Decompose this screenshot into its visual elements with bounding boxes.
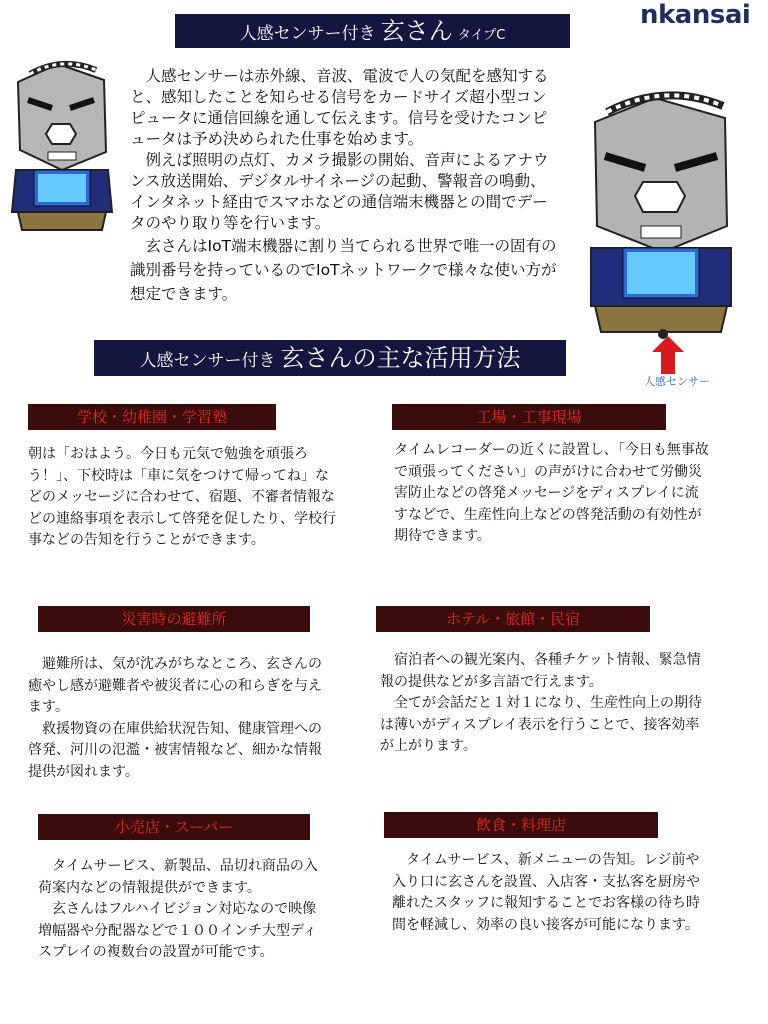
title-pre: 人感センサー付き bbox=[239, 24, 376, 44]
section-body-restaurant bbox=[392, 850, 712, 936]
section-body-retail bbox=[38, 856, 326, 964]
usage-heading-main: 玄さんの主な活用方法 bbox=[280, 344, 521, 372]
page-title bbox=[175, 14, 570, 48]
section-paragraph: 宿泊者への観光案内、各種チケット情報、緊急情報の提供などが多言語で行えます。 bbox=[380, 652, 701, 690]
sensor-caption: 人感センサー bbox=[644, 375, 710, 388]
section-body-school bbox=[28, 444, 342, 552]
section-body-factory bbox=[394, 440, 710, 548]
section-paragraph: タイムサービス、新メニューの告知。レジ前や入り口に玄さんを設置、入店客・支払客を厨房や離れたスタッフに報知することでお客様の待ち時間を軽減し、効率の良い接客が可能になります。 bbox=[392, 852, 700, 933]
section-paragraph: 避難所は、気が沈みがちなところ、玄さんの癒やし感が避難者や被災者に心の和らぎを与えます。 bbox=[28, 656, 322, 715]
section-title-shelter: 災害時の避難所 bbox=[38, 606, 310, 632]
title-suffix: タイプC bbox=[457, 28, 506, 43]
usage-heading-pre: 人感センサー付き bbox=[139, 351, 276, 371]
section-paragraph: 朝は「おはよう。今日も元気で勉強を頑張ろう！」、下校時は「車に気をつけて帰ってね」などのメッセージに合わせて、宿題、不審者情報などの連絡事項を表示して啓発を促したり、学校行事などの告知を行うことができます。 bbox=[28, 446, 336, 548]
intro-text bbox=[130, 66, 560, 306]
section-body-hotel bbox=[380, 650, 710, 758]
section-paragraph: タイムレコーダーの近くに設置し、「今日も無事故で頑張ってください」の声がけに合わせて労働災害防止などの啓発メッセージをディスプレイに流すなどで、生産性向上などの啓発活動の有効性が期待できます。 bbox=[394, 442, 709, 544]
section-title-school: 学校・幼稚園・学習塾 bbox=[28, 404, 276, 430]
intro-paragraph-3: 玄さんはIoT端末機器に割り当てられる世界で唯一の固有の識別番号を持っているのでIoTネットワークで様々な使い方が想定できます。 bbox=[130, 237, 557, 303]
brand-logo: nkansai bbox=[640, 0, 751, 30]
intro-paragraph-1: 人感センサーは赤外線、音波、電波で人の気配を感知すると、感知したことを知らせる信号をカードサイズ超小型コンピュータに通信回線を通して伝えます。信号を受けたコンピュータは予め決められた仕事を始めます。 bbox=[130, 67, 549, 148]
section-paragraph: 救援物資の在庫供給状況告知、健康管理への啓発、河川の氾濫・被害情報など、細かな情報提供が図れます。 bbox=[28, 720, 322, 780]
gen-san-mascot-small bbox=[8, 52, 116, 232]
red-up-arrow-icon bbox=[648, 336, 688, 374]
section-title-factory: 工場・工事現場 bbox=[392, 404, 666, 430]
intro-paragraph-2: 例えば照明の点灯、カメラ撮影の開始、音声によるアナウンス放送開始、デジタルサイネージの起動、警報音の鳴動、インタネット経由でスマホなどの通信端末機器との間でデータのやり取り等を行います。 bbox=[130, 151, 549, 232]
usage-heading bbox=[94, 340, 566, 376]
section-paragraph: 全てが会話だと１対１になり、生産性向上の期待は薄いがディスプレイ表示を行うことで、接客効率が上がります。 bbox=[380, 695, 702, 754]
section-paragraph: タイムサービス、新製品、品切れ商品の入荷案内などの情報提供ができます。 bbox=[38, 858, 318, 896]
section-title-retail: 小売店・スーパー bbox=[38, 814, 310, 840]
gen-san-mascot-large bbox=[585, 82, 735, 340]
title-main: 玄さん bbox=[380, 17, 453, 45]
section-title-restaurant: 飲食・料理店 bbox=[384, 812, 658, 838]
section-title-hotel: ホテル・旅館・民宿 bbox=[376, 606, 650, 632]
section-body-shelter bbox=[28, 654, 328, 783]
section-paragraph: 玄さんはフルハイビジョン対応なので映像増幅器や分配器などで１００インチ大型ディスプレイの複数台の設置が可能です。 bbox=[38, 901, 317, 960]
